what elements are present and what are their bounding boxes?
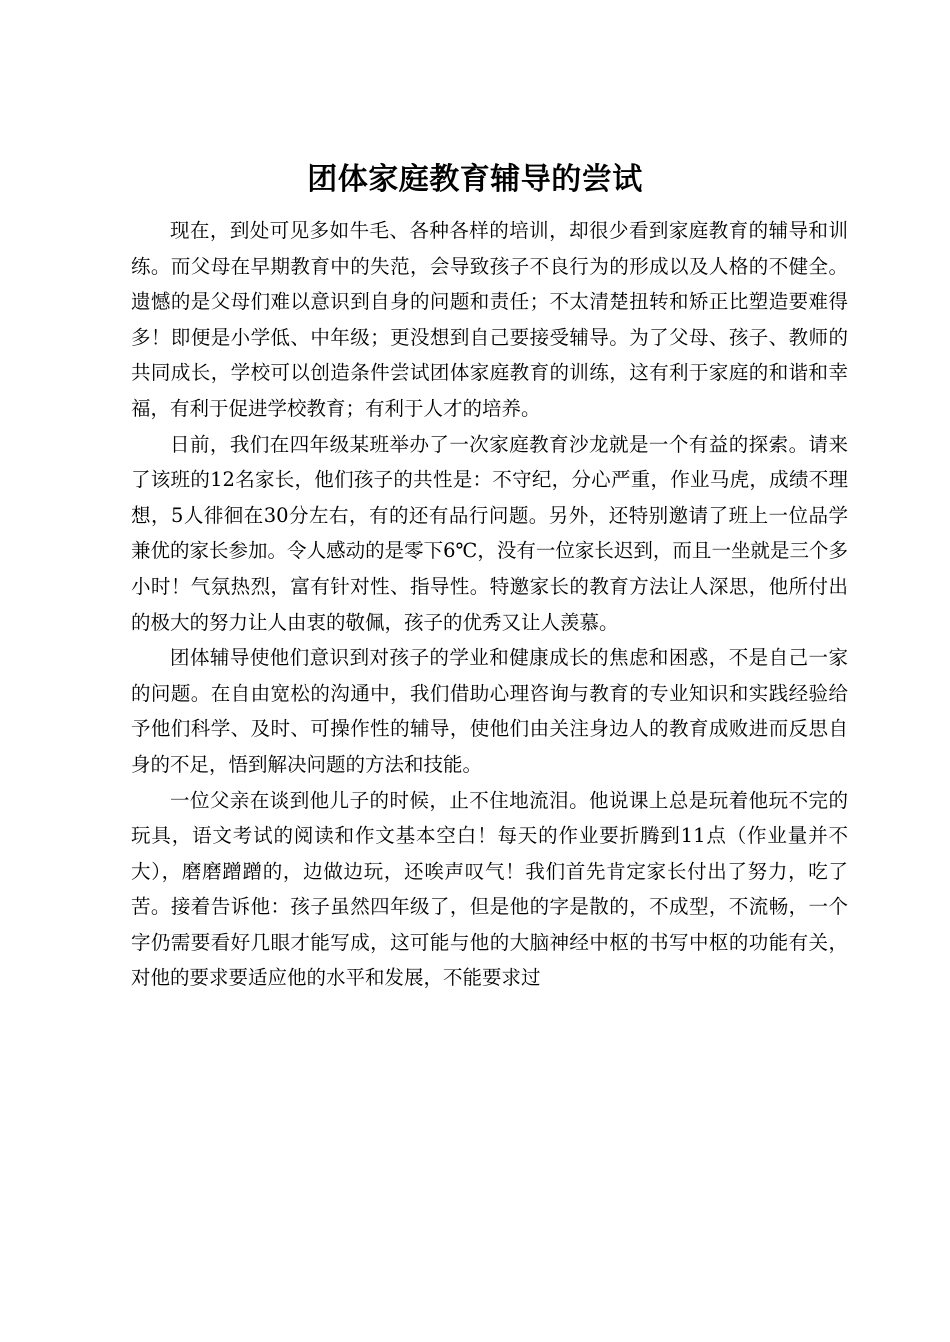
paragraph: 现在，到处可见多如牛毛、各种各样的培训，却很少看到家庭教育的辅导和训练。而父母在早期教育中的失范，会导致孩子不良行为的形成以及人格的不健全。遗憾的是父母们难以意识到自身的问题和责任；不太清楚扭转和矫正比塑造要难得多！即便是小学低、中年级；更没想到自己要接受辅导。为了父母、孩子、教师的共同成长，学校可以创造条件尝试团体家庭教育的训练，这有利于家庭的和谐和幸福，有利于促进学校教育；有利于人才的培养。	[131, 219, 848, 420]
document-body	[131, 213, 848, 996]
document-title: 团体家庭教育辅导的尝试	[307, 162, 643, 198]
paragraph: 团体辅导使他们意识到对孩子的学业和健康成长的焦虑和困惑，不是自己一家的问题。在自由宽松的沟通中，我们借助心理咨询与教育的专业知识和实践经验给予他们科学、及时、可操作性的辅导，使他们由关注身边人的教育成败进而反思自身的不足，悟到解决问题的方法和技能。	[131, 646, 848, 776]
paragraph: 日前，我们在四年级某班举办了一次家庭教育沙龙就是一个有益的探索。请来了该班的12名家长，他们孩子的共性是：不守纪，分心严重，作业马虎，成绩不理想，5人徘徊在30分左右，有的还有品行问题。另外，还特别邀请了班上一位品学兼优的家长参加。令人感动的是零下6℃，没有一位家长迟到，而且一坐就是三个多小时！气氛热烈，富有针对性、指导性。特邀家长的教育方法让人深思，他所付出的极大的努力让人由衷的敬佩，孩子的优秀又让人羡慕。	[131, 432, 848, 634]
paragraph: 一位父亲在谈到他儿子的时候，止不住地流泪。他说课上总是玩着他玩不完的玩具，语文考试的阅读和作文基本空白！每天的作业要折腾到11点（作业量并不大），磨磨蹭蹭的，边做边玩，还唉声叹气！我们首先肯定家长付出了努力，吃了苦。接着告诉他：孩子虽然四年级了，但是他的字是散的，不成型，不流畅，一个字仍需要看好几眼才能写成，这可能与他的大脑神经中枢的书写中枢的功能有关，对他的要求要适应他的水平和发展，不能要求过	[131, 788, 848, 990]
